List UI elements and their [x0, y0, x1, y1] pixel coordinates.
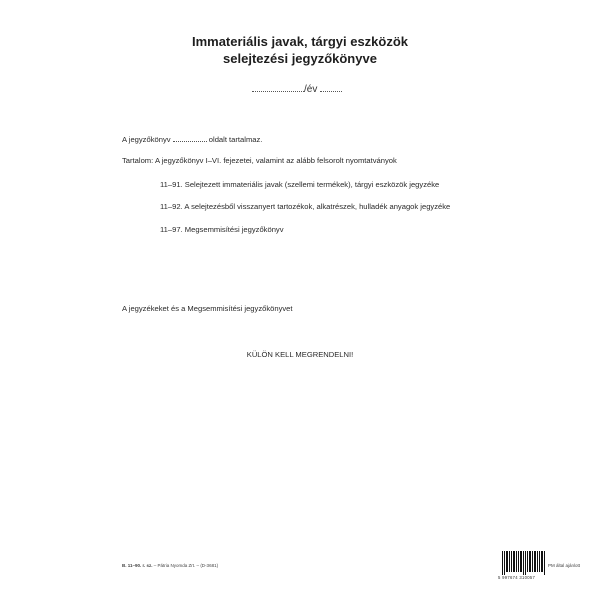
barcode [502, 551, 546, 575]
form-code: B. 11–90. r. sz. [122, 563, 153, 568]
page-count-blank-field[interactable] [173, 134, 207, 142]
title-line-2: selejtezési jegyzőkönyve [223, 51, 377, 66]
title-line-1: Immateriális javak, tárgyi eszközök [191, 34, 409, 49]
barcode-digits: 5 997674 310057 [498, 575, 536, 580]
separate-lists-note: A jegyzékeket és a Megsemmisítési jegyzőkönyvet [122, 304, 293, 313]
contents-item-2: 11–92. A selejtezésből visszanyert tartozékok, alkatrészek, hulladék anyagok jegyzéke [160, 202, 451, 211]
approval-note: PM által ajánlott [548, 563, 581, 568]
contents-item-3: 11–97. Megsemmisítési jegyzőkönyv [160, 225, 284, 234]
year-line [252, 82, 342, 95]
footer-form-info [122, 563, 218, 568]
year-label: /év [304, 84, 318, 95]
page-count-prefix: A jegyzőkönyv [122, 135, 171, 144]
contents-label: Tartalom: [122, 156, 154, 165]
order-notice: KÜLÖN KELL MEGRENDELNI! [246, 350, 354, 359]
contents-item-1: 11–91. Selejtezett immateriális javak (szellemi termékek), tárgyi eszközök jegyzéke [160, 180, 440, 189]
contents-intro: A jegyzőkönyv I–VI. fejezetei, valamint az alább felsorolt nyomtatványok [154, 156, 397, 165]
serial-blank-field[interactable] [320, 82, 342, 92]
year-blank-field[interactable] [252, 82, 304, 92]
page-count-line [122, 134, 262, 145]
document-title [0, 33, 600, 67]
publisher: – Pátria Nyomda Zrt. – (D-3681) [153, 563, 219, 568]
contents-line [122, 156, 397, 166]
page-count-suffix: oldalt tartalmaz. [208, 135, 263, 144]
